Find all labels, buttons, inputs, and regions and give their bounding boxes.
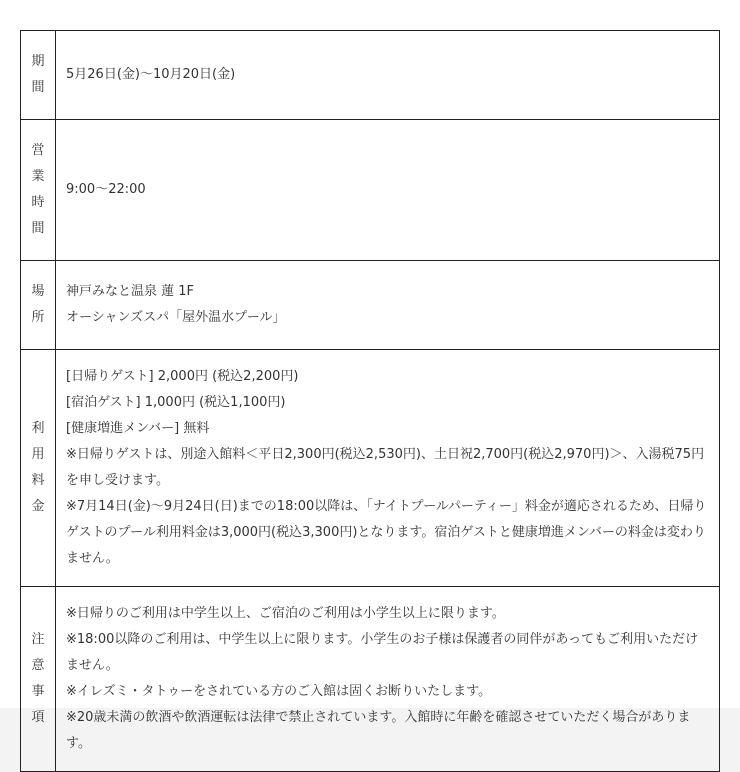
hours-text: 9:00〜22:00: [66, 182, 146, 197]
row-label: [21, 587, 56, 772]
table-row-fee: [21, 350, 720, 587]
row-label: [21, 261, 56, 350]
fee-line: [宿泊ゲスト] 1,000円 (税込1,100円): [66, 395, 286, 410]
place-line: オーシャンズスパ「屋外温水プール」: [66, 310, 286, 325]
row-value: [56, 120, 720, 261]
row-value: [56, 31, 720, 120]
note-line: ※イレズミ・タトゥーをされている方のご入館は固くお断りいたします。: [66, 684, 492, 699]
row-value: [56, 350, 720, 587]
note-line: ※18:00以降のご利用は、中学生以上に限ります。小学生のお子様は保護者の同伴があってもご利用いただけません。: [66, 632, 699, 673]
table-row-notes: [21, 587, 720, 772]
label-char: 注: [31, 632, 45, 647]
fee-note: ※日帰りゲストは、別途入館料＜平日2,300円(税込2,530円)、土日祝2,700円(税込2,970円)＞、入湯税75円を申し受けます。: [66, 447, 705, 488]
row-label: [21, 120, 56, 261]
label-char: 時: [31, 195, 45, 210]
label-char: 利: [31, 421, 45, 436]
label-char: 営: [31, 143, 45, 158]
row-value: [56, 587, 720, 772]
label-char: 項: [31, 710, 45, 725]
row-value: [56, 261, 720, 350]
table-row-hours: [21, 120, 720, 261]
fee-line: [日帰りゲスト] 2,000円 (税込2,200円): [66, 369, 299, 384]
pool-info-table: [20, 30, 720, 772]
label-char: 間: [31, 221, 45, 236]
row-label: [21, 31, 56, 120]
label-char: 事: [31, 684, 45, 699]
fee-note: ※7月14日(金)〜9月24日(日)までの18:00以降は、「ナイトプールパーティー」料金が適応されるため、日帰りゲストのプール利用料金は3,000円(税込3,300円)となります。宿泊ゲストと健康増進メンバーの料金は変わりません。: [66, 499, 707, 566]
period-text: 5月26日(金)〜10月20日(金): [66, 67, 236, 82]
label-char: 業: [31, 169, 45, 184]
label-char: 間: [31, 80, 45, 95]
label-char: 場: [31, 284, 45, 299]
note-line: ※20歳未満の飲酒や飲酒運転は法律で禁止されています。入館時に年齢を確認させていただく場合があります。: [66, 710, 691, 751]
label-char: 期: [31, 54, 45, 69]
label-char: 意: [31, 658, 45, 673]
label-char: 料: [31, 473, 45, 488]
table-row-place: [21, 261, 720, 350]
label-char: 用: [31, 447, 45, 462]
label-char: 所: [31, 310, 45, 325]
note-line: ※日帰りのご利用は中学生以上、ご宿泊のご利用は小学生以上に限ります。: [66, 606, 505, 621]
row-label: [21, 350, 56, 587]
place-line: 神戸みなと温泉 蓮 1F: [66, 284, 195, 299]
fee-line: [健康増進メンバー] 無料: [66, 421, 210, 436]
label-char: 金: [31, 499, 45, 514]
table-row-period: [21, 31, 720, 120]
